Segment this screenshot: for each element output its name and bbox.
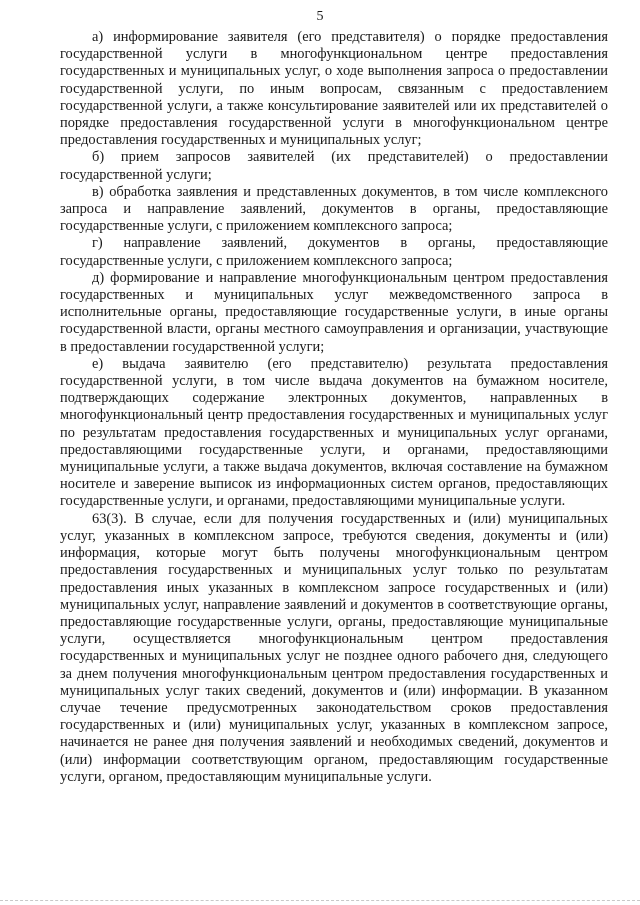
paragraph-a: а) информирование заявителя (его представителя) о порядке предоставления государственной услуги в многофункциональном центре предоставления государственных и муниципальных услуг, о ходе выполнения запроса о предоставлении государственной услуги, по иным вопросам, связанным с предоставлением государственной услуги, а также консультирование заявителей или их представителей о порядке предоставления государственной услуги в многофункциональном центре предоставления государственных и муниципальных услуг; — [60, 29, 608, 149]
page-number: 5 — [316, 9, 324, 24]
paragraph-g: г) направление заявлений, документов в органы, предоставляющие государственные услуги, с приложением комплексного запроса; — [60, 235, 608, 269]
paragraph-e: е) выдача заявителю (его представителю) результата предоставления государственной услуги, в том числе выдача документов на бумажном носителе, подтверждающих содержание электронных документов, направленных в многофункциональный центр предоставления государственных и муниципальных услуг по результатам предоставления государственных и муниципальных услуг органами, предоставляющими государственные услуги, и органами, предоставляющими муниципальные услуги, а также выдача документов, включая составление на бумажном носителе и заверение выписок из информационных систем органов, предоставляющих государственные услуги, и органами, предоставляющими муниципальные услуги. — [60, 355, 608, 510]
scan-edge-divider — [0, 900, 640, 901]
paragraph-63-3: 63(3). В случае, если для получения государственных и (или) муниципальных услуг, указанных в комплексном запросе, требуются сведения, документы и (или) информация, которые могут быть получены многофункциональным центром предоставления государственных и муниципальных услуг только по результатам предоставления иных указанных в комплексном запросе государственных и (или) муниципальных услуг, направление заявлений и документов в соответствующие органы, предоставляющие государственные услуги, органы, предоставляющие муниципальные услуги, осуществляется многофункциональным центром предоставления государственных и муниципальных услуг не позднее одного рабочего дня, следующего за днем получения многофункциональным центром предоставления государственных и муниципальных услуг таких сведений, документов и (или) информации. В указанном случае течение предусмотренных законодательством сроков предоставления государственных и (или) муниципальных услуг, указанных в комплексном запросе, начинается не ранее дня получения заявлений и необходимых сведений, документов и (или) информации соответствующим органом, предоставляющим государственные услуги, органом, предоставляющим муниципальные услуги. — [60, 510, 608, 785]
paragraph-b: б) прием запросов заявителей (их представителей) о предоставлении государственной услуги; — [60, 149, 608, 183]
paragraph-v: в) обработка заявления и представленных документов, в том числе комплексного запроса и направление заявлений, документов в органы, предоставляющие государственные услуги, с приложением комплексного запроса; — [60, 183, 608, 235]
document-body — [60, 29, 608, 786]
paragraph-d: д) формирование и направление многофункциональным центром предоставления государственных и муниципальных услуг межведомственного запроса в исполнительные органы, предоставляющие государственные услуги, в иные органы государственной власти, органы местного самоуправления и организации, участвующие в предоставлении государственной услуги; — [60, 269, 608, 355]
